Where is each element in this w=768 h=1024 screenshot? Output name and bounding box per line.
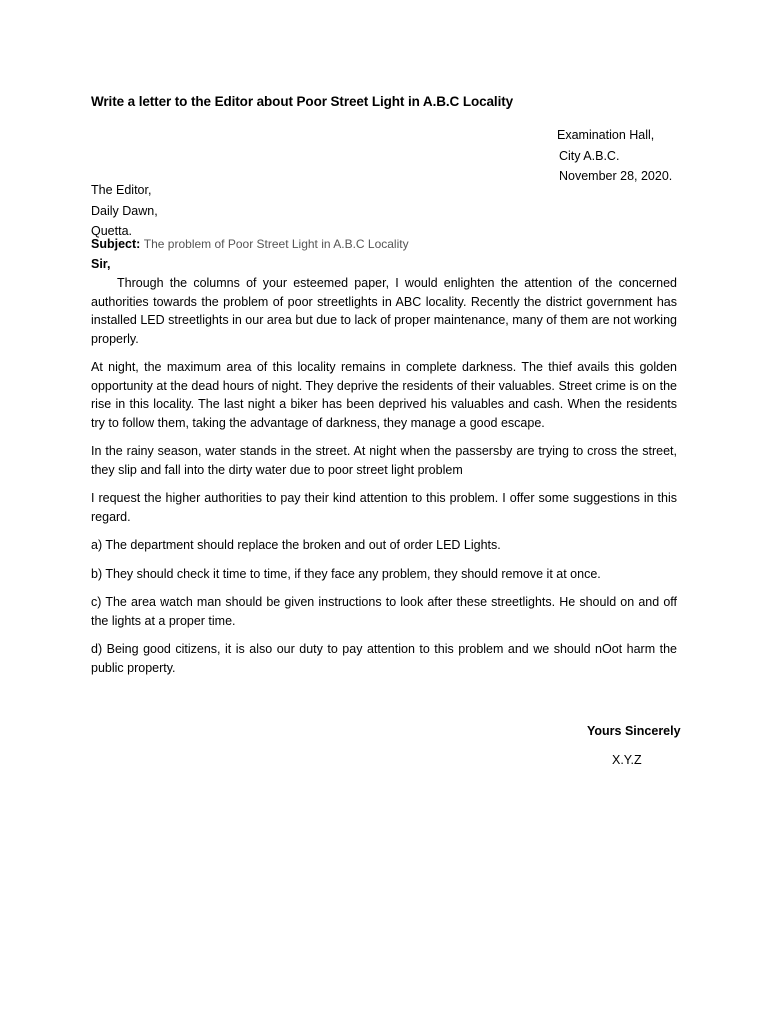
- salutation: Sir,: [91, 257, 111, 271]
- sender-line-3-date: November 28, 2020.: [559, 169, 673, 183]
- suggestion-b: b) They should check it time to time, if they face any problem, they should remove it at once.: [91, 566, 601, 581]
- body-paragraph-2: At night, the maximum area of this locality remains in complete darkness. The thief avails this golden opportunity at the dead hours of night. They deprive the residents of their valuables. Street crime is on the rise in this locality. The last night a biker has been deprived his valuables and cash. When the residents try to follow them, taking the advantage of darkness, they manage a good escape.: [91, 360, 677, 430]
- suggestion-d: d) Being good citizens, it is also our duty to pay attention to this problem and we should nOot harm the public property.: [91, 642, 677, 675]
- recipient-address: [91, 180, 158, 242]
- letter-body: [91, 274, 677, 687]
- subject-text: The problem of Poor Street Light in A.B.C Locality: [143, 237, 409, 251]
- body-paragraph-4: I request the higher authorities to pay their kind attention to this problem. I offer some suggestions in this regard.: [91, 491, 677, 524]
- body-paragraph-3: In the rainy season, water stands in the street. At night when the passersby are trying to cross the street, they slip and fall into the dirty water due to poor street light problem: [91, 444, 677, 477]
- signature: X.Y.Z: [612, 753, 642, 767]
- subject-line: [91, 237, 409, 251]
- sender-line-1: Examination Hall,: [557, 128, 655, 142]
- subject-label: Subject:: [91, 237, 141, 251]
- recipient-line-2: Daily Dawn,: [91, 203, 158, 218]
- recipient-line-1: The Editor,: [91, 183, 152, 197]
- body-paragraph-1: Through the columns of your esteemed paper, I would enlighten the attention of the concerned authorities towards the problem of poor streetlights in ABC locality. Recently the district government has installed LED streetlights in our area but due to lack of proper maintenance, many of them are not working properly.: [91, 276, 677, 346]
- recipient-line-3: Quetta.: [91, 224, 132, 238]
- sender-address: [557, 125, 672, 187]
- sender-line-2: City A.B.C.: [559, 148, 620, 163]
- suggestion-a: a) The department should replace the broken and out of order LED Lights.: [91, 538, 501, 552]
- suggestion-c: c) The area watch man should be given instructions to look after these streetlights. He should on and off the lights at a proper time.: [91, 595, 677, 628]
- page-title: Write a letter to the Editor about Poor Street Light in A.B.C Locality: [91, 94, 514, 109]
- closing: Yours Sincerely: [587, 724, 681, 738]
